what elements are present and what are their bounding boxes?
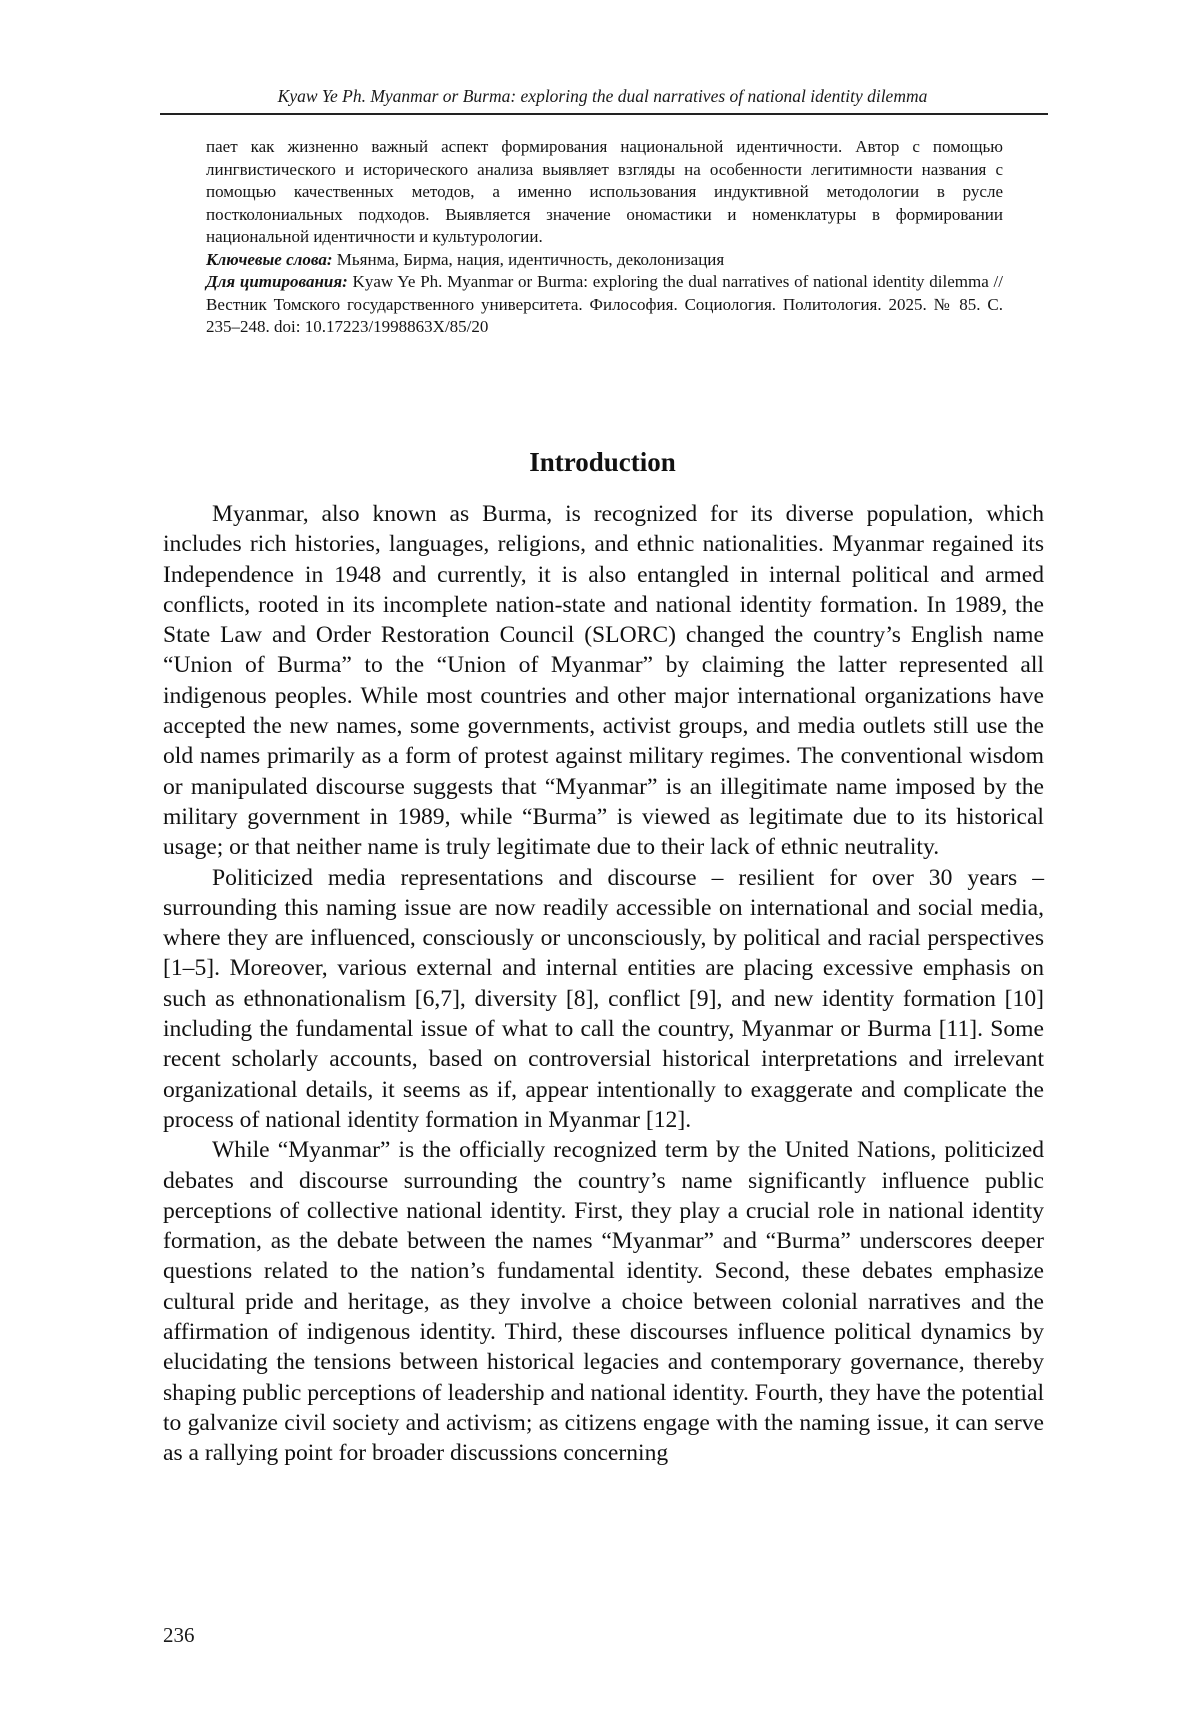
running-header: Kyaw Ye Ph. Myanmar or Burma: exploring the dual narratives of national identity dilemma — [277, 86, 928, 106]
body-paragraph: While “Myanmar” is the officially recognized term by the United Nations, politicized debates and discourse surrounding the country’s name significantly influence public perceptions of collective national identity. First, they play a crucial role in national identity formation, as the debate between the names “Myanmar” and “Burma” underscores deeper questions related to the nation’s fundamental identity. Second, these debates emphasize cultural pride and heritage, as they involve a choice between colonial narratives and the affirmation of indigenous identity. Third, these discourses influence political dynamics by elucidating the tensions between historical legacies and contemporary governance, thereby shaping public perceptions of leadership and national identity. Fourth, they have the potential to galvanize civil society and activism; as citizens engage with the naming issue, it can serve as a rallying point for broader discussions concerning — [163, 1137, 1044, 1467]
citation-label: Для цитирования: — [206, 272, 348, 291]
citation-line — [206, 271, 1003, 339]
page-number: 236 — [163, 1623, 195, 1647]
body-text — [163, 499, 1044, 1469]
body-paragraph: Myanmar, also known as Burma, is recognized for its diverse population, which includes rich histories, languages, religions, and ethnic nationalities. Myanmar regained its Independence in 1948 and currently, it is also entangled in internal political and armed conflicts, rooted in its incomplete nation-state and national identity formation. In 1989, the State Law and Order Restoration Council (SLORC) changed the country’s English name “Union of Burma” to the “Union of Myanmar” by claiming the latter represented all indigenous peoples. While most countries and other major international organizations have accepted the new names, some governments, activist groups, and media outlets still use the old names primarily as a form of protest against military regimes. The conventional wisdom or manipulated discourse suggests that “Myanmar” is an illegitimate name imposed by the military government in 1989, while “Burma” is viewed as legitimate due to its historical usage; or that neither name is truly legitimate due to their lack of ethnic neutrality. — [163, 501, 1044, 861]
section-heading: Introduction — [529, 447, 676, 477]
keywords-value: Мьянма, Бирма, нация, идентичность, деколонизация — [336, 249, 725, 269]
citation-value: Kyaw Ye Ph. Myanmar or Burma: exploring the dual narratives of national identity dilemma // Вестник Томского государственного университета. Философия. Социология. Политология. 2025. № 85. С. 235–248. doi: 10.17223/1998863X/85/20 — [206, 272, 1003, 336]
abstract-block — [206, 136, 1003, 339]
keywords-line — [206, 249, 1003, 272]
keywords-label: Ключевые слова: — [206, 249, 333, 269]
body-paragraph: Politicized media representations and discourse – resilient for over 30 years – surrounding this naming issue are now readily accessible on international and social media, where they are influenced, consciously or unconsciously, by political and racial perspectives [1–5]. Moreover, various external and internal entities are placing excessive emphasis on such as ethnonationalism [6,7], diversity [8], conflict [9], and new identity formation [10] including the fundamental issue of what to call the country, Myanmar or Burma [11]. Some recent scholarly accounts, based on controversial historical interpretations and irrelevant organizational details, it seems as if, appear intentionally to exaggerate and complicate the process of national identity formation in Myanmar [12]. — [163, 864, 1044, 1133]
abstract-text: пает как жизненно важный аспект формирования национальной идентичности. Автор с помощью лингвистического и исторического анализа выявляет взгляды на особенности легитимности названия с помощью качественных методов, а именно использования индуктивной методологии в русле постколониальных подходов. Выявляется значение ономастики и номенклатуры в формировании национальной идентичности и культурологии. — [206, 137, 1003, 246]
header-rule — [160, 113, 1048, 115]
